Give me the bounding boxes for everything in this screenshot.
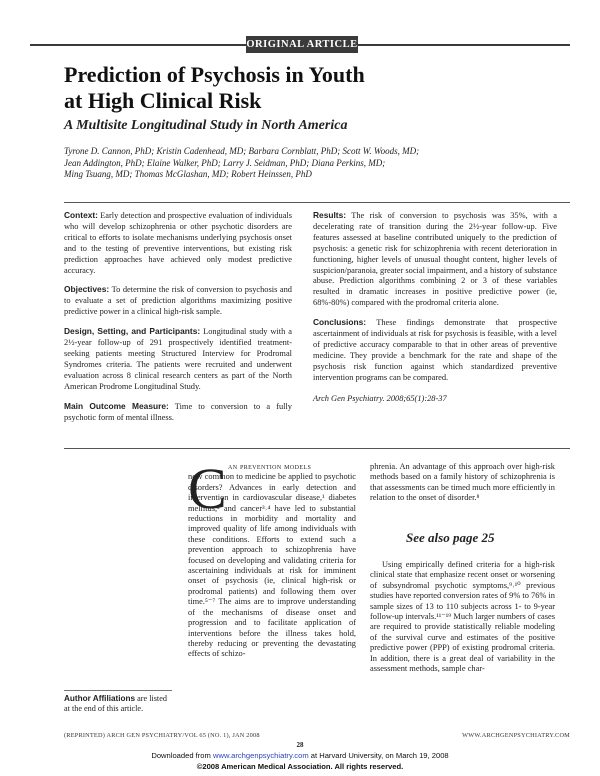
drop-cap: C bbox=[188, 456, 227, 521]
article-subtitle: A Multisite Longitudinal Study in North America bbox=[64, 118, 348, 133]
body-paragraph: phrenia. An advantage of this approach over high-risk methods based on a family history of schizophrenia is that assessments can be timed much more efficiently in relation to the onset of disorder.⁸ bbox=[370, 462, 555, 503]
copyright-notice: ©2008 American Medical Association. All rights reserved. bbox=[196, 762, 404, 771]
abstract-outcome: Main Outcome Measure: Time to conversion to a fully psychotic form of mental illness. bbox=[64, 400, 292, 422]
lead-smallcaps: an prevention models bbox=[228, 462, 312, 471]
body-right-column bbox=[370, 462, 555, 504]
abstract-bottom-rule bbox=[64, 448, 570, 449]
title-line-1: Prediction of Psychosis in Youth bbox=[64, 62, 365, 87]
abstract-heading: Conclusions: bbox=[313, 317, 367, 328]
journal-citation: Arch Gen Psychiatry. 2008;65(1):28-37 bbox=[313, 393, 447, 403]
page-number: 28 bbox=[296, 741, 304, 749]
author-line: Tyrone D. Cannon, PhD; Kristin Cadenhead, MD; Barbara Cornblatt, PhD; Scott W. Woods, MD; bbox=[64, 146, 420, 156]
abstract-objectives: Objectives: To determine the risk of conversion to psychosis and to evaluate a set of prediction algorithms maximizing positive predictive power in a clinical high-risk sample. bbox=[64, 284, 292, 317]
footer-website: WWW.ARCHGENPSYCHIATRY.COM bbox=[462, 732, 570, 739]
abstract-heading: Design, Setting, and Participants: bbox=[64, 326, 201, 337]
body-left-column bbox=[188, 456, 356, 660]
body-paragraph: Using empirically defined criteria for a high-risk clinical state that emphasize recent onset or worsening of subsyndromal psychotic symptoms,⁹˒¹⁰ previous studies have reported conversion rates of 9% to 76% in sample sizes of 13 to 110 subjects across 1- to 9-year follow-up intervals.¹¹⁻¹⁹ Much larger numbers of cases are required to provide statistically reliable modeling of the survival curve and estimates of the positive predictive power (PPP) of existing prodromal criteria. In addition, there is a great deal of variability in the assessment methods, sample char- bbox=[370, 560, 555, 674]
abstract-design: Design, Setting, and Participants: Longitudinal study with a 2½-year follow-up of 291 prospectively identified treatment-seeking patients meeting Structured Interview for Prodromal Syndromes criteria. The patients were recruited and underwent evaluation across 8 clinical research centers as part of the North American Prodrome Longitudinal Study. bbox=[64, 326, 292, 391]
see-also-callout[interactable]: See also page 25 bbox=[406, 530, 495, 545]
abstract-right-column bbox=[313, 210, 557, 405]
abstract-heading: Results: bbox=[313, 210, 347, 220]
author-affiliations-note: Author Affiliations are listed at the end of this article. bbox=[64, 694, 167, 713]
title-line-2: at High Clinical Risk bbox=[64, 88, 262, 113]
author-line: Jean Addington, PhD; Elaine Walker, PhD; Larry J. Seidman, PhD; Diana Perkins, MD; bbox=[64, 157, 386, 168]
article-title bbox=[64, 62, 484, 114]
download-link[interactable]: www.archgenpsychiatry.com bbox=[212, 751, 309, 760]
download-notice: Downloaded from www.archgenpsychiatry.com at Harvard University, on March 19, 2008 bbox=[151, 751, 449, 760]
abstract-context: Context: Early detection and prospective evaluation of individuals who will develop schizophrenia or other psychotic disorders are critical to efforts to isolate mechanisms underlying psychosis onset and to the testing of preventive interventions, but existing risk prediction approaches have achieved only modest predictive accuracy. bbox=[64, 210, 292, 275]
author-line: Ming Tsuang, MD; Thomas McGlashan, MD; Robert Heinssen, PhD bbox=[64, 169, 312, 179]
abstract-left-column bbox=[64, 210, 292, 431]
body-right-column-continued bbox=[370, 560, 555, 674]
author-list bbox=[64, 146, 484, 181]
article-type-tag: ORIGINAL ARTICLE bbox=[246, 36, 358, 53]
abstract-heading: Context: bbox=[64, 210, 98, 220]
affiliation-rule bbox=[64, 690, 172, 691]
abstract-top-rule bbox=[64, 202, 570, 203]
body-paragraph: an prevention models now common to medicine be applied to psychotic disorders? Advances in early detection and intervention in cardiovascular disease,¹ diabetes mellitus,² and cancer³˒⁴ have led to substantial reductions in morbidity and mortality and improved quality of life among individuals with these conditions. Efforts to extend such a prevention approach to schizophrenia have focused on developing and validating criteria for ascertaining individuals at risk for imminent onset of psychosis (ie, clinical high-risk or prodromal patients) and following them over time.⁵⁻⁷ The aims are to improve understanding of the mechanisms of disease onset and progression and to facilitate application of interventions before the illness takes hold, thereby reducing or preventing the devastating effects of schizo- bbox=[188, 462, 356, 659]
abstract-results: Results: The risk of conversion to psychosis was 35%, with a decelerating rate of transition during the 2½-year follow-up. Five features assessed at baseline contributed uniquely to the prediction of psychosis: a genetic risk for schizophrenia with recent deterioration in functioning, higher levels of unusual thought content, higher levels of suspicion/paranoia, greater social impairment, and a history of substance abuse. Prediction algorithms combining 2 or 3 of these variables resulted in dramatic increases in positive predictive power (ie, 68%-80%) compared with the prodromal criteria alone. bbox=[313, 210, 557, 308]
footer-journal: (REPRINTED) ARCH GEN PSYCHIATRY/VOL 65 (NO. 1), JAN 2008 bbox=[64, 732, 260, 739]
abstract-conclusions: Conclusions: These findings demonstrate that prospective ascertainment of individuals at risk for psychosis is feasible, with a level of predictive accuracy comparable to that in other areas of preventive medicine. They provide a benchmark for the rate and shape of the psychosis risk function against which standardized preventive intervention programs can be compared. bbox=[313, 317, 557, 382]
running-footer bbox=[64, 732, 570, 739]
abstract-heading: Objectives: bbox=[64, 284, 110, 295]
abstract-heading: Main Outcome Measure: bbox=[64, 400, 169, 411]
